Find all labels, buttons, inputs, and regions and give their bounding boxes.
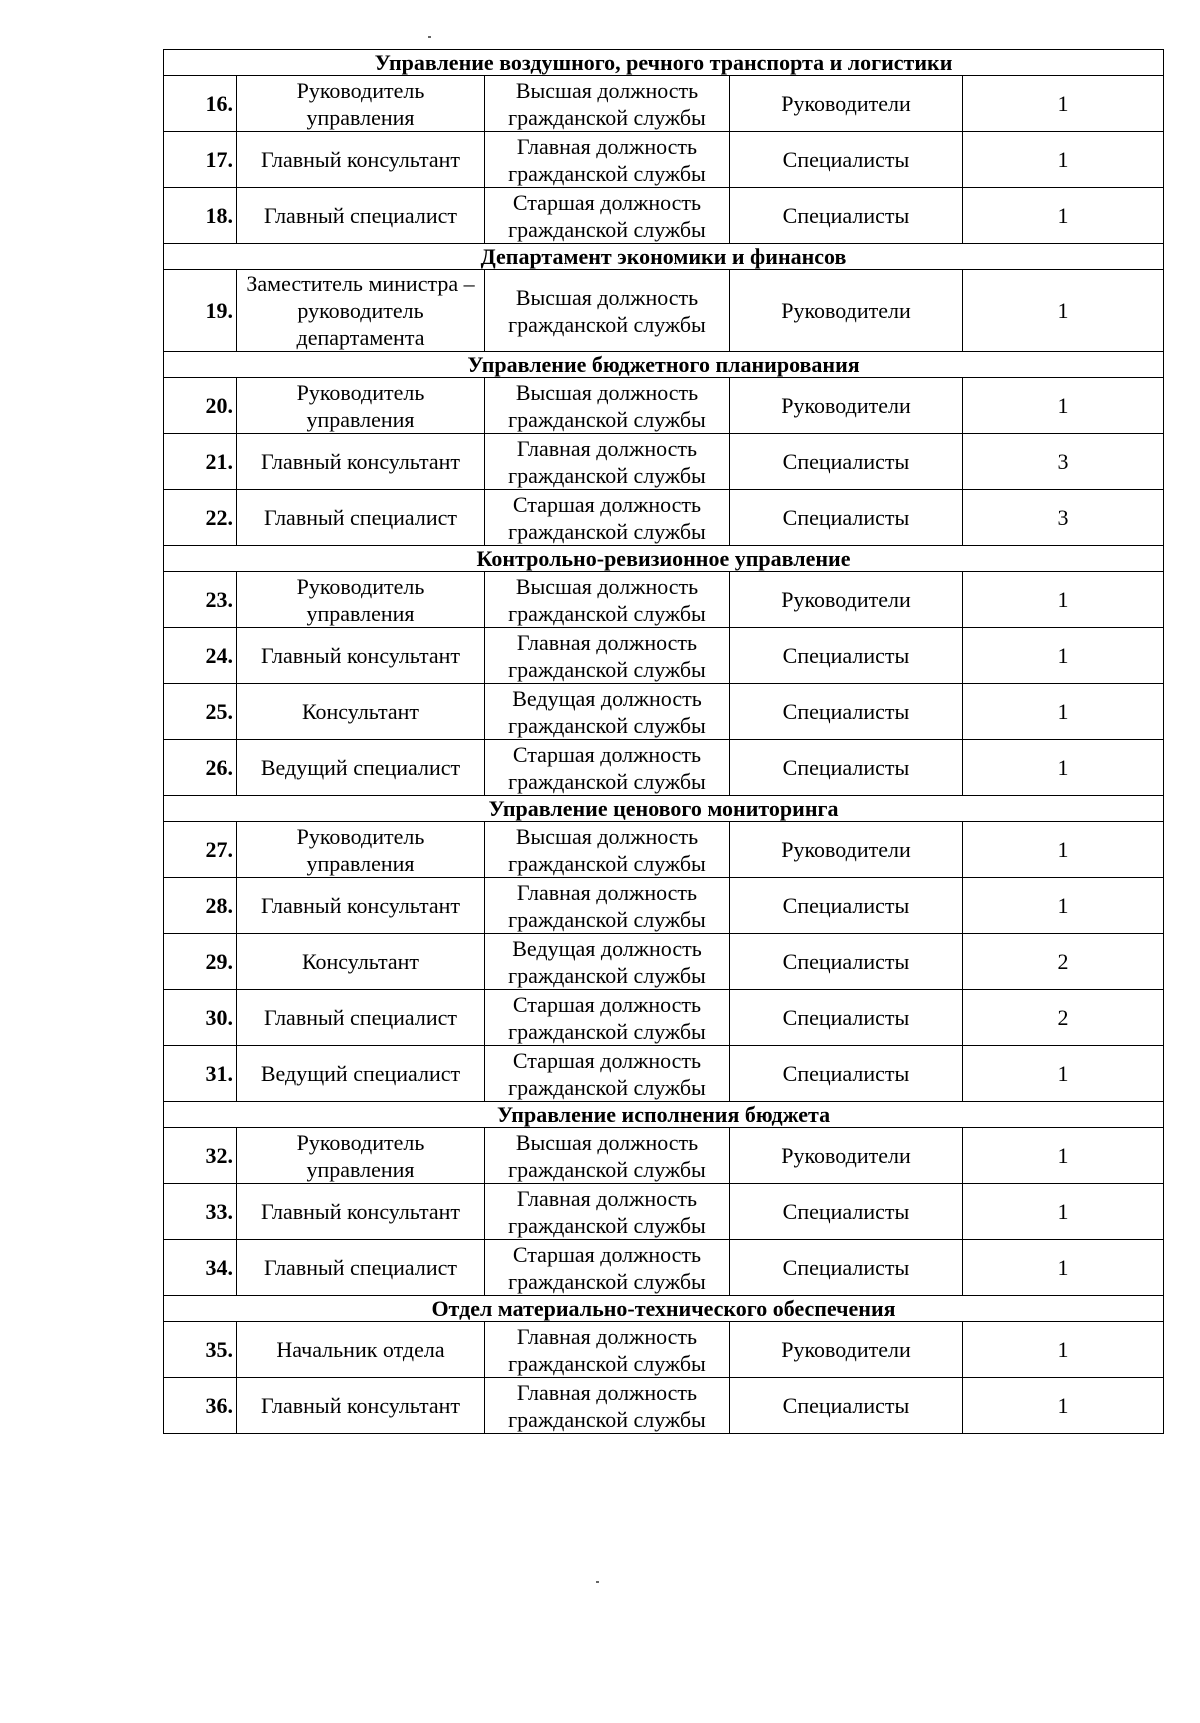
table-row <box>164 740 1164 796</box>
position-title: Главный консультант <box>237 878 485 934</box>
position-count: 1 <box>963 76 1164 132</box>
position-category: Специалисты <box>730 628 963 684</box>
position-group: Ведущая должность гражданской службы <box>485 934 730 990</box>
section-header-row <box>164 352 1164 378</box>
row-number: 34. <box>164 1240 237 1296</box>
position-title: Заместитель министра – руководитель департамента <box>237 270 485 352</box>
position-title: Главный специалист <box>237 990 485 1046</box>
row-number: 26. <box>164 740 237 796</box>
position-group: Старшая должность гражданской службы <box>485 740 730 796</box>
table-row <box>164 1240 1164 1296</box>
row-number: 21. <box>164 434 237 490</box>
section-header-row <box>164 1102 1164 1128</box>
position-title: Главный специалист <box>237 490 485 546</box>
table-row <box>164 490 1164 546</box>
position-count: 1 <box>963 270 1164 352</box>
section-header-row <box>164 244 1164 270</box>
position-count: 1 <box>963 378 1164 434</box>
position-group: Старшая должность гражданской службы <box>485 990 730 1046</box>
section-header-row <box>164 546 1164 572</box>
position-category: Специалисты <box>730 132 963 188</box>
table-row <box>164 1322 1164 1378</box>
position-title: Главный консультант <box>237 132 485 188</box>
row-number: 16. <box>164 76 237 132</box>
position-group: Главная должность гражданской службы <box>485 1378 730 1434</box>
position-count: 1 <box>963 684 1164 740</box>
position-group: Главная должность гражданской службы <box>485 878 730 934</box>
position-group: Высшая должность гражданской службы <box>485 378 730 434</box>
position-title: Руководитель управления <box>237 822 485 878</box>
table-row <box>164 76 1164 132</box>
table-row <box>164 434 1164 490</box>
position-count: 3 <box>963 434 1164 490</box>
section-title: Управление ценового мониторинга <box>164 796 1164 822</box>
table-row <box>164 1046 1164 1102</box>
position-group: Старшая должность гражданской службы <box>485 490 730 546</box>
position-count: 1 <box>963 1184 1164 1240</box>
position-group: Главная должность гражданской службы <box>485 628 730 684</box>
section-title: Управление исполнения бюджета <box>164 1102 1164 1128</box>
position-title: Главный специалист <box>237 188 485 244</box>
position-category: Руководители <box>730 1128 963 1184</box>
position-category: Руководители <box>730 572 963 628</box>
position-category: Специалисты <box>730 1184 963 1240</box>
position-count: 1 <box>963 628 1164 684</box>
staff-positions-table <box>163 49 1164 1434</box>
position-category: Специалисты <box>730 434 963 490</box>
row-number: 18. <box>164 188 237 244</box>
table-row <box>164 1128 1164 1184</box>
position-category: Специалисты <box>730 1240 963 1296</box>
position-count: 3 <box>963 490 1164 546</box>
table-row <box>164 1184 1164 1240</box>
row-number: 24. <box>164 628 237 684</box>
row-number: 22. <box>164 490 237 546</box>
position-title: Ведущий специалист <box>237 1046 485 1102</box>
position-count: 1 <box>963 822 1164 878</box>
row-number: 36. <box>164 1378 237 1434</box>
position-title: Ведущий специалист <box>237 740 485 796</box>
position-title: Руководитель управления <box>237 1128 485 1184</box>
table-row <box>164 378 1164 434</box>
position-group: Ведущая должность гражданской службы <box>485 684 730 740</box>
position-count: 1 <box>963 878 1164 934</box>
section-title: Управление бюджетного планирования <box>164 352 1164 378</box>
position-category: Специалисты <box>730 1378 963 1434</box>
table-row <box>164 990 1164 1046</box>
table-row <box>164 822 1164 878</box>
position-group: Высшая должность гражданской службы <box>485 572 730 628</box>
position-category: Специалисты <box>730 1046 963 1102</box>
row-number: 23. <box>164 572 237 628</box>
position-group: Старшая должность гражданской службы <box>485 1046 730 1102</box>
position-count: 2 <box>963 934 1164 990</box>
position-count: 1 <box>963 572 1164 628</box>
position-count: 1 <box>963 1378 1164 1434</box>
position-title: Руководитель управления <box>237 76 485 132</box>
position-title: Начальник отдела <box>237 1322 485 1378</box>
position-group: Главная должность гражданской службы <box>485 132 730 188</box>
table-row <box>164 1378 1164 1434</box>
position-title: Руководитель управления <box>237 378 485 434</box>
position-category: Специалисты <box>730 934 963 990</box>
position-title: Главный консультант <box>237 1184 485 1240</box>
section-title: Отдел материально-технического обеспечения <box>164 1296 1164 1322</box>
section-header-row <box>164 50 1164 76</box>
scan-speck <box>428 36 431 38</box>
position-group: Высшая должность гражданской службы <box>485 270 730 352</box>
section-header-row <box>164 796 1164 822</box>
position-category: Специалисты <box>730 684 963 740</box>
position-title: Руководитель управления <box>237 572 485 628</box>
position-title: Главный консультант <box>237 434 485 490</box>
row-number: 27. <box>164 822 237 878</box>
position-title: Консультант <box>237 684 485 740</box>
position-group: Высшая должность гражданской службы <box>485 76 730 132</box>
row-number: 35. <box>164 1322 237 1378</box>
position-category: Руководители <box>730 822 963 878</box>
position-title: Консультант <box>237 934 485 990</box>
row-number: 17. <box>164 132 237 188</box>
table-row <box>164 628 1164 684</box>
position-category: Специалисты <box>730 490 963 546</box>
table-row <box>164 934 1164 990</box>
scan-speck <box>596 1581 599 1583</box>
position-category: Руководители <box>730 270 963 352</box>
section-title: Управление воздушного, речного транспорта и логистики <box>164 50 1164 76</box>
row-number: 25. <box>164 684 237 740</box>
position-title: Главный консультант <box>237 628 485 684</box>
position-title: Главный специалист <box>237 1240 485 1296</box>
section-header-row <box>164 1296 1164 1322</box>
position-count: 1 <box>963 1128 1164 1184</box>
position-count: 2 <box>963 990 1164 1046</box>
section-title: Контрольно-ревизионное управление <box>164 546 1164 572</box>
row-number: 29. <box>164 934 237 990</box>
table-row <box>164 270 1164 352</box>
position-category: Специалисты <box>730 740 963 796</box>
position-count: 1 <box>963 1240 1164 1296</box>
row-number: 30. <box>164 990 237 1046</box>
position-category: Специалисты <box>730 990 963 1046</box>
position-count: 1 <box>963 740 1164 796</box>
position-group: Главная должность гражданской службы <box>485 1184 730 1240</box>
position-group: Главная должность гражданской службы <box>485 434 730 490</box>
table-row <box>164 132 1164 188</box>
row-number: 31. <box>164 1046 237 1102</box>
position-count: 1 <box>963 1046 1164 1102</box>
position-category: Руководители <box>730 378 963 434</box>
row-number: 32. <box>164 1128 237 1184</box>
table-row <box>164 878 1164 934</box>
position-group: Высшая должность гражданской службы <box>485 822 730 878</box>
table-row <box>164 684 1164 740</box>
position-group: Старшая должность гражданской службы <box>485 188 730 244</box>
position-count: 1 <box>963 188 1164 244</box>
position-category: Специалисты <box>730 188 963 244</box>
section-title: Департамент экономики и финансов <box>164 244 1164 270</box>
position-group: Главная должность гражданской службы <box>485 1322 730 1378</box>
position-group: Высшая должность гражданской службы <box>485 1128 730 1184</box>
position-title: Главный консультант <box>237 1378 485 1434</box>
row-number: 20. <box>164 378 237 434</box>
position-count: 1 <box>963 132 1164 188</box>
position-category: Руководители <box>730 1322 963 1378</box>
row-number: 28. <box>164 878 237 934</box>
row-number: 33. <box>164 1184 237 1240</box>
position-category: Руководители <box>730 76 963 132</box>
table-row <box>164 188 1164 244</box>
position-count: 1 <box>963 1322 1164 1378</box>
position-category: Специалисты <box>730 878 963 934</box>
table-row <box>164 572 1164 628</box>
position-group: Старшая должность гражданской службы <box>485 1240 730 1296</box>
row-number: 19. <box>164 270 237 352</box>
